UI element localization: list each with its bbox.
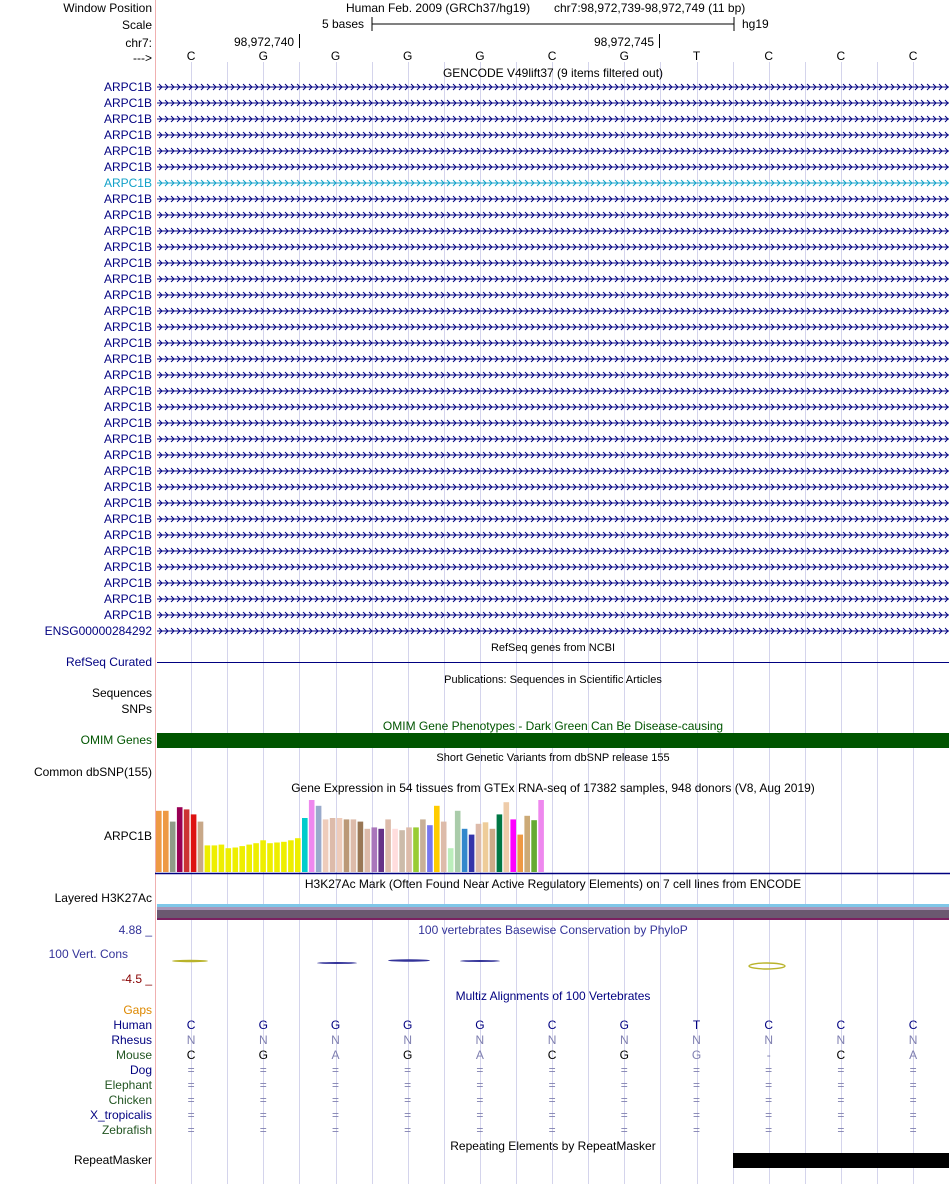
gene-label[interactable]: ARPC1B bbox=[103, 320, 152, 334]
gene-label[interactable]: ARPC1B bbox=[103, 512, 152, 526]
gene-label[interactable]: ARPC1B bbox=[103, 432, 152, 446]
gene-feature[interactable] bbox=[157, 450, 949, 460]
alignment-base: = bbox=[187, 1123, 195, 1137]
multiz-track-title[interactable]: Multiz Alignments of 100 Vertebrates bbox=[455, 989, 651, 1003]
conservation-track-title[interactable]: 100 vertebrates Basewise Conservation by PhyloP bbox=[418, 923, 688, 937]
gencode-track-title[interactable]: GENCODE V49lift37 (9 items filtered out) bbox=[442, 66, 664, 80]
refseq-track-line[interactable] bbox=[157, 662, 949, 663]
gene-label[interactable]: ARPC1B bbox=[103, 560, 152, 574]
alignment-base: C bbox=[764, 1018, 774, 1032]
gtex-tissue-bar[interactable] bbox=[323, 819, 329, 872]
h3k27ac-track-label[interactable]: Layered H3K27Ac bbox=[54, 891, 152, 905]
gtex-tissue-bar[interactable] bbox=[476, 824, 482, 872]
position-text: chr7:98,972,739-98,972,749 (11 bp) bbox=[554, 1, 746, 15]
dbsnp-track-title[interactable]: Short Genetic Variants from dbSNP release 155 bbox=[436, 752, 670, 764]
gene-label[interactable]: ARPC1B bbox=[103, 128, 152, 142]
gtex-tissue-bar[interactable] bbox=[441, 822, 447, 872]
alignment-base: = bbox=[404, 1108, 412, 1122]
ruler-base: C bbox=[836, 49, 846, 63]
alignment-base: = bbox=[548, 1078, 556, 1092]
alignment-base: C bbox=[547, 1048, 557, 1062]
alignment-base: = bbox=[620, 1078, 628, 1092]
alignment-base: N bbox=[475, 1033, 485, 1047]
gtex-expression-bars[interactable] bbox=[155, 798, 950, 875]
gene-feature[interactable] bbox=[157, 354, 949, 364]
gtex-tissue-bar[interactable] bbox=[156, 811, 162, 872]
gene-feature[interactable] bbox=[157, 338, 949, 348]
scale-db: hg19 bbox=[742, 17, 769, 31]
snps-track-label[interactable]: SNPs bbox=[121, 702, 152, 716]
alignment-base: = bbox=[476, 1063, 484, 1077]
alignment-base: A bbox=[909, 1048, 918, 1062]
gtex-tissue-bar[interactable] bbox=[434, 806, 440, 872]
gtex-tissue-bar[interactable] bbox=[420, 819, 426, 872]
gene-feature[interactable] bbox=[157, 546, 949, 556]
gtex-tissue-bar[interactable] bbox=[253, 843, 259, 872]
gene-feature[interactable] bbox=[157, 594, 949, 604]
alignment-base: = bbox=[692, 1078, 700, 1092]
gene-label[interactable]: ARPC1B bbox=[103, 272, 152, 286]
alignment-base: = bbox=[259, 1063, 267, 1077]
alignment-base: G bbox=[475, 1018, 485, 1032]
alignment-base: = bbox=[909, 1123, 917, 1137]
gene-label[interactable]: ARPC1B bbox=[103, 496, 152, 510]
h3k27ac-signal[interactable] bbox=[157, 901, 949, 921]
alignment-base: A bbox=[475, 1048, 484, 1062]
gene-label[interactable]: ARPC1B bbox=[103, 176, 152, 190]
gtex-tissue-bar[interactable] bbox=[517, 835, 523, 872]
alignment-base: C bbox=[547, 1018, 557, 1032]
alignment-base: N bbox=[258, 1033, 268, 1047]
gene-label[interactable]: ARPC1B bbox=[103, 480, 152, 494]
alignment-base: = bbox=[765, 1108, 773, 1122]
strand-label: ---> bbox=[133, 51, 152, 65]
gene-feature[interactable] bbox=[157, 530, 949, 540]
omim-track-title[interactable]: OMIM Gene Phenotypes - Dark Green Can Be Disease-causing bbox=[382, 719, 724, 733]
alignment-base: = bbox=[331, 1108, 339, 1122]
gene-label[interactable]: ARPC1B bbox=[103, 368, 152, 382]
alignment-base: = bbox=[187, 1108, 195, 1122]
alignment-base: N bbox=[836, 1033, 846, 1047]
gtex-tissue-bar[interactable] bbox=[510, 819, 516, 872]
refseq-track-label[interactable]: RefSeq Curated bbox=[65, 655, 152, 669]
gtex-tissue-bar[interactable] bbox=[399, 830, 405, 872]
gene-feature[interactable] bbox=[157, 258, 949, 268]
alignment-base: N bbox=[692, 1033, 701, 1047]
alignment-base: = bbox=[620, 1063, 628, 1077]
gtex-tissue-bar[interactable] bbox=[483, 822, 489, 872]
alignment-base: = bbox=[909, 1063, 917, 1077]
alignment-base: C bbox=[908, 1018, 918, 1032]
species-label[interactable]: Dog bbox=[129, 1063, 152, 1077]
conservation-max-label: 4.88 _ bbox=[118, 923, 152, 937]
repeat-element-block[interactable] bbox=[733, 1153, 949, 1168]
gtex-tissue-bar[interactable] bbox=[288, 840, 294, 872]
alignment-base: = bbox=[765, 1123, 773, 1137]
gtex-tissue-bar[interactable] bbox=[267, 843, 273, 872]
coord-label-2: 98,972,745 bbox=[594, 35, 655, 49]
gtex-tissue-bar[interactable] bbox=[337, 818, 343, 872]
alignment-base: = bbox=[765, 1093, 773, 1107]
alignment-base: N bbox=[619, 1033, 629, 1047]
alignment-base: = bbox=[909, 1078, 917, 1092]
alignment-base: = bbox=[476, 1108, 484, 1122]
gene-feature[interactable] bbox=[157, 562, 949, 572]
species-label[interactable]: Human bbox=[113, 1018, 152, 1032]
gtex-tissue-bar[interactable] bbox=[455, 811, 461, 872]
species-label[interactable]: Mouse bbox=[115, 1048, 152, 1062]
alignment-base: = bbox=[476, 1123, 484, 1137]
gtex-tissue-bar[interactable] bbox=[406, 827, 412, 872]
alignment-base: G bbox=[619, 1048, 629, 1062]
gene-label[interactable]: ARPC1B bbox=[103, 160, 152, 174]
gene-label[interactable]: ARPC1B bbox=[103, 416, 152, 430]
alignment-base: = bbox=[548, 1063, 556, 1077]
gene-feature[interactable] bbox=[157, 402, 949, 412]
repeatmasker-track-title[interactable]: Repeating Elements by RepeatMasker bbox=[450, 1139, 656, 1153]
chrom-label: chr7: bbox=[125, 36, 152, 50]
h3k27ac-track-title[interactable]: H3K27Ac Mark (Often Found Near Active Regulatory Elements) on 7 cell lines from ENCODE bbox=[304, 877, 802, 891]
gene-label[interactable]: ARPC1B bbox=[103, 608, 152, 622]
alignment-base: = bbox=[476, 1078, 484, 1092]
alignment-base: = bbox=[620, 1093, 628, 1107]
gene-label[interactable]: ARPC1B bbox=[103, 336, 152, 350]
alignment-base: = bbox=[187, 1093, 195, 1107]
species-label[interactable]: Elephant bbox=[104, 1078, 152, 1092]
gene-label[interactable]: ARPC1B bbox=[103, 80, 152, 94]
alignment-base: A bbox=[331, 1048, 340, 1062]
window-position-label: Window Position bbox=[63, 1, 152, 15]
gene-feature[interactable] bbox=[157, 226, 949, 236]
gene-label[interactable]: ARPC1B bbox=[103, 144, 152, 158]
gene-feature[interactable] bbox=[157, 306, 949, 316]
alignment-base: N bbox=[331, 1033, 340, 1047]
alignment-base: = bbox=[187, 1063, 195, 1077]
gene-feature[interactable] bbox=[157, 418, 949, 428]
alignment-base: N bbox=[908, 1033, 918, 1047]
gene-feature[interactable] bbox=[157, 322, 949, 332]
gtex-tissue-bar[interactable] bbox=[538, 800, 544, 872]
gtex-tissue-bar[interactable] bbox=[219, 845, 225, 872]
gene-label[interactable]: ARPC1B bbox=[103, 352, 152, 366]
gene-feature[interactable] bbox=[157, 114, 949, 124]
alignment-base: C bbox=[836, 1018, 846, 1032]
gene-feature[interactable] bbox=[157, 194, 949, 204]
gene-feature[interactable] bbox=[157, 434, 949, 444]
gene-label[interactable]: ARPC1B bbox=[103, 96, 152, 110]
alignment-base: N bbox=[547, 1033, 557, 1047]
gtex-tissue-bar[interactable] bbox=[233, 848, 239, 873]
gtex-tissue-bar[interactable] bbox=[330, 818, 336, 872]
alignment-base: = bbox=[404, 1063, 412, 1077]
alignment-base: T bbox=[692, 1018, 701, 1032]
alignment-base: = bbox=[259, 1108, 267, 1122]
gtex-tissue-bar[interactable] bbox=[205, 845, 211, 872]
gene-label[interactable]: ARPC1B bbox=[103, 384, 152, 398]
ruler-base: G bbox=[619, 49, 629, 63]
coord-label-1: 98,972,740 bbox=[234, 35, 295, 49]
label-track-separator bbox=[155, 0, 156, 1184]
gtex-tissue-bar[interactable] bbox=[385, 819, 391, 872]
ruler-base: G bbox=[258, 49, 268, 63]
alignment-base: = bbox=[837, 1108, 845, 1122]
gene-label[interactable]: ARPC1B bbox=[103, 288, 152, 302]
gene-feature[interactable] bbox=[157, 386, 949, 396]
ruler-base: C bbox=[547, 49, 557, 63]
alignment-base: = bbox=[331, 1063, 339, 1077]
alignment-base: G bbox=[330, 1018, 341, 1032]
omim-track-label[interactable]: OMIM Genes bbox=[80, 733, 152, 747]
alignment-base: = bbox=[837, 1093, 845, 1107]
alignment-base: = bbox=[692, 1108, 700, 1122]
repeatmasker-track-label[interactable]: RepeatMasker bbox=[73, 1153, 152, 1167]
conservation-track-label[interactable]: 100 Vert. Cons bbox=[48, 947, 128, 961]
gene-label[interactable]: ARPC1B bbox=[103, 192, 152, 206]
alignment-base: N bbox=[403, 1033, 413, 1047]
gtex-tissue-bar[interactable] bbox=[497, 814, 503, 872]
gene-feature[interactable] bbox=[157, 578, 949, 588]
alignment-base: = bbox=[548, 1108, 556, 1122]
alignment-base: N bbox=[764, 1033, 774, 1047]
refseq-track-title[interactable]: RefSeq genes from NCBI bbox=[490, 642, 616, 654]
gene-feature[interactable] bbox=[157, 82, 949, 92]
alignment-base: G bbox=[619, 1018, 629, 1032]
gtex-tissue-bar[interactable] bbox=[226, 848, 232, 872]
gtex-tissue-bar[interactable] bbox=[274, 843, 280, 873]
gtex-tissue-bar[interactable] bbox=[170, 822, 176, 872]
sequences-track-label[interactable]: Sequences bbox=[91, 686, 152, 700]
gtex-track-title[interactable]: Gene Expression in 54 tissues from GTEx RNA-seq of 17382 samples, 948 donors (V8, Aug 2019) bbox=[291, 781, 815, 795]
alignment-base: = bbox=[548, 1093, 556, 1107]
gtex-tissue-bar[interactable] bbox=[448, 848, 454, 872]
alignment-base: = bbox=[692, 1093, 700, 1107]
alignment-base: = bbox=[765, 1063, 773, 1077]
dbsnp-track-label[interactable]: Common dbSNP(155) bbox=[33, 765, 152, 779]
alignment-base: = bbox=[620, 1123, 628, 1137]
alignment-base: G bbox=[403, 1018, 413, 1032]
alignment-base: G bbox=[691, 1048, 702, 1062]
gene-label[interactable]: ARPC1B bbox=[103, 208, 152, 222]
ruler-base: C bbox=[764, 49, 774, 63]
alignment-base: = bbox=[692, 1063, 700, 1077]
gene-feature[interactable] bbox=[157, 514, 949, 524]
gene-label[interactable]: ARPC1B bbox=[103, 112, 152, 126]
gene-feature[interactable] bbox=[157, 130, 949, 140]
alignment-base: = bbox=[259, 1078, 267, 1092]
gtex-tissue-bar[interactable] bbox=[351, 819, 357, 872]
gtex-tissue-bar[interactable] bbox=[524, 816, 530, 872]
coord-tick-1 bbox=[299, 34, 300, 48]
gene-feature[interactable] bbox=[157, 146, 949, 156]
gene-feature[interactable] bbox=[157, 498, 949, 508]
gtex-tissue-bar[interactable] bbox=[212, 845, 218, 872]
gtex-tissue-bar[interactable] bbox=[372, 827, 378, 872]
alignment-base: = bbox=[909, 1093, 917, 1107]
scale-bar bbox=[370, 16, 738, 32]
alignment-base: = bbox=[331, 1078, 339, 1092]
alignment-base: = bbox=[259, 1093, 267, 1107]
gene-label[interactable]: ARPC1B bbox=[103, 224, 152, 238]
gtex-tissue-bar[interactable] bbox=[295, 838, 301, 872]
gene-label[interactable]: ARPC1B bbox=[103, 240, 152, 254]
gtex-tissue-bar[interactable] bbox=[392, 829, 398, 872]
gtex-tissue-bar[interactable] bbox=[365, 829, 371, 872]
alignment-base: = bbox=[404, 1123, 412, 1137]
alignment-base: = bbox=[187, 1078, 195, 1092]
scale-text: 5 bases bbox=[322, 17, 365, 31]
alignment-base: N bbox=[186, 1033, 196, 1047]
alignment-base: = bbox=[837, 1078, 845, 1092]
alignment-base: = bbox=[331, 1093, 339, 1107]
ruler-base: G bbox=[475, 49, 485, 63]
gene-feature[interactable] bbox=[157, 466, 949, 476]
alignment-base: = bbox=[909, 1108, 917, 1122]
gtex-tissue-bar[interactable] bbox=[260, 840, 266, 872]
gtex-tissue-bar[interactable] bbox=[344, 819, 350, 872]
alignment-base: = bbox=[548, 1123, 556, 1137]
gtex-tissue-bar[interactable] bbox=[191, 814, 197, 872]
gaps-label[interactable]: Gaps bbox=[123, 1003, 152, 1017]
gene-feature[interactable] bbox=[157, 290, 949, 300]
alignment-base: = bbox=[259, 1123, 267, 1137]
gtex-tissue-bar[interactable] bbox=[246, 845, 252, 872]
gtex-tissue-bar[interactable] bbox=[316, 806, 322, 872]
gene-label[interactable]: ARPC1B bbox=[103, 528, 152, 542]
alignment-base: = bbox=[620, 1108, 628, 1122]
species-label[interactable]: Chicken bbox=[108, 1093, 152, 1107]
species-label[interactable]: X_tropicalis bbox=[89, 1108, 152, 1122]
alignment-base: = bbox=[331, 1123, 339, 1137]
alignment-base: = bbox=[404, 1078, 412, 1092]
gtex-tissue-bar[interactable] bbox=[239, 846, 245, 872]
alignment-base: = bbox=[837, 1063, 845, 1077]
gene-label[interactable]: ARPC1B bbox=[103, 256, 152, 270]
gene-label[interactable]: ARPC1B bbox=[103, 576, 152, 590]
ruler-base: G bbox=[403, 49, 413, 63]
gtex-track-label[interactable]: ARPC1B bbox=[103, 829, 152, 843]
gene-feature[interactable] bbox=[157, 162, 949, 172]
scale-label: Scale bbox=[121, 18, 152, 32]
gtex-tissue-bar[interactable] bbox=[309, 800, 315, 872]
gene-feature[interactable] bbox=[157, 178, 949, 188]
alignment-base: - bbox=[766, 1048, 771, 1062]
gtex-tissue-bar[interactable] bbox=[413, 827, 419, 872]
gene-label[interactable]: ARPC1B bbox=[103, 592, 152, 606]
alignment-base: = bbox=[692, 1123, 700, 1137]
gene-feature[interactable] bbox=[157, 242, 949, 252]
gene-label[interactable]: ARPC1B bbox=[103, 544, 152, 558]
alignment-base: = bbox=[476, 1093, 484, 1107]
alignment-base: C bbox=[186, 1048, 196, 1062]
gtex-tissue-bar[interactable] bbox=[490, 829, 496, 872]
gtex-tissue-bar[interactable] bbox=[462, 829, 468, 872]
gtex-tissue-bar[interactable] bbox=[427, 825, 433, 872]
gene-feature[interactable] bbox=[157, 610, 949, 620]
gene-feature[interactable] bbox=[157, 210, 949, 220]
alignment-base: C bbox=[836, 1048, 846, 1062]
gtex-tissue-bar[interactable] bbox=[504, 802, 510, 872]
alignment-base: G bbox=[258, 1018, 268, 1032]
gene-label[interactable]: ENSG00000284292 bbox=[44, 624, 152, 638]
alignment-base: = bbox=[404, 1093, 412, 1107]
alignment-base: = bbox=[837, 1123, 845, 1137]
gene-label[interactable]: ARPC1B bbox=[103, 304, 152, 318]
gtex-tissue-bar[interactable] bbox=[198, 822, 204, 872]
gtex-tissue-bar[interactable] bbox=[469, 835, 475, 872]
gtex-tissue-bar[interactable] bbox=[281, 842, 287, 872]
gtex-tissue-bar[interactable] bbox=[531, 820, 537, 872]
gene-feature[interactable] bbox=[157, 98, 949, 108]
omim-gene-bar[interactable] bbox=[157, 733, 949, 748]
publications-track-title[interactable]: Publications: Sequences in Scientific Articles bbox=[444, 674, 662, 686]
species-label[interactable]: Zebrafish bbox=[101, 1123, 152, 1137]
assembly-text: Human Feb. 2009 (GRCh37/hg19) bbox=[346, 1, 531, 15]
gtex-tissue-bar[interactable] bbox=[184, 809, 190, 872]
gene-feature[interactable] bbox=[157, 274, 949, 284]
coord-tick-2 bbox=[659, 34, 660, 48]
gtex-tissue-bar[interactable] bbox=[358, 822, 364, 872]
ruler-base: G bbox=[330, 49, 341, 63]
conservation-signal[interactable] bbox=[157, 954, 949, 974]
ruler-base: C bbox=[186, 49, 196, 63]
alignment-base: = bbox=[765, 1078, 773, 1092]
alignment-base: C bbox=[186, 1018, 196, 1032]
gtex-tissue-bar[interactable] bbox=[177, 807, 183, 872]
gene-label[interactable]: ARPC1B bbox=[103, 400, 152, 414]
gene-feature[interactable] bbox=[157, 626, 949, 636]
gene-label[interactable]: ARPC1B bbox=[103, 448, 152, 462]
gtex-tissue-bar[interactable] bbox=[302, 818, 308, 872]
conservation-min-label: -4.5 _ bbox=[121, 972, 152, 986]
gene-feature[interactable] bbox=[157, 482, 949, 492]
gtex-tissue-bar[interactable] bbox=[378, 829, 384, 872]
gene-label[interactable]: ARPC1B bbox=[103, 464, 152, 478]
ruler-base: T bbox=[692, 49, 701, 63]
alignment-base: G bbox=[403, 1048, 413, 1062]
species-label[interactable]: Rhesus bbox=[111, 1033, 152, 1047]
gtex-tissue-bar[interactable] bbox=[163, 811, 169, 872]
gene-feature[interactable] bbox=[157, 370, 949, 380]
alignment-base: G bbox=[258, 1048, 268, 1062]
ruler-base: C bbox=[908, 49, 918, 63]
